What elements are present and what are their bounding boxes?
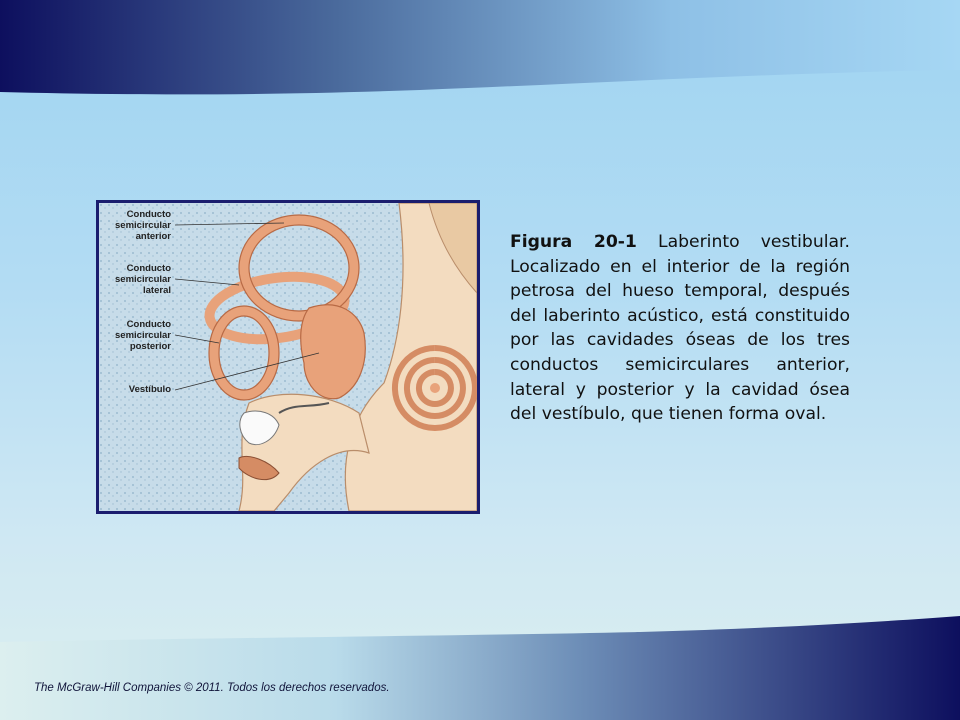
label-conducto-posterior: Conducto semicircular posterior (115, 319, 171, 352)
vestibular-labyrinth-illustration (96, 200, 480, 514)
label-conducto-lateral: Conducto semicircular lateral (115, 263, 171, 296)
figure-number: Figura 20-1 (510, 232, 637, 252)
caption-text: Laberinto vestibular. Localizado en el interior de la región petrosa del hueso temporal, después del laberinto acústico, está constituido por las cavidades óseas de los tres conductos semicirculares anterior, lateral y posterior y la cavidad ósea del vestíbulo, que tienen forma oval. (510, 232, 850, 425)
label-conducto-anterior: Conducto semicircular anterior (115, 209, 171, 242)
bottom-decorative-band (0, 610, 960, 720)
top-decorative-band (0, 0, 960, 110)
label-vestibulo: Vestíbulo (128, 384, 171, 395)
figure-caption (510, 230, 850, 427)
copyright-footer: The McGraw-Hill Companies © 2011. Todos los derechos reservados. (34, 682, 390, 694)
